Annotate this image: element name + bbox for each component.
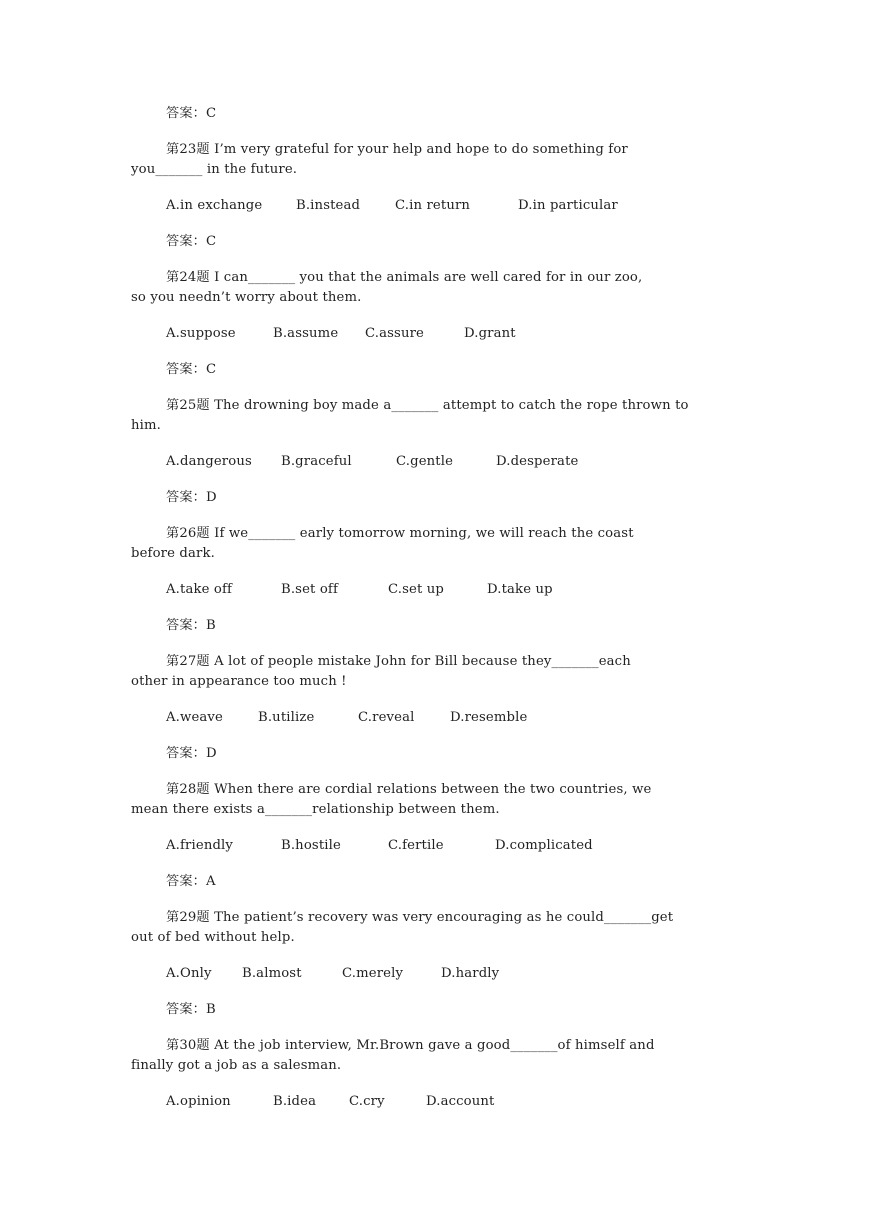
option-b: B.set off bbox=[281, 582, 338, 597]
option-b: B.instead bbox=[296, 198, 361, 213]
question-30-options bbox=[131, 1092, 741, 1112]
question-25 bbox=[131, 396, 741, 436]
question-25-options bbox=[131, 452, 741, 472]
option-b: B.idea bbox=[273, 1094, 317, 1109]
question-24-line-1: 第24题 I can_______ you that the animals are well cared for in our zoo, bbox=[166, 270, 643, 285]
option-a: A.weave bbox=[166, 710, 223, 725]
option-b: B.graceful bbox=[281, 454, 352, 469]
option-d: D.hardly bbox=[441, 966, 500, 981]
option-b: B.assume bbox=[273, 326, 339, 341]
question-26 bbox=[131, 524, 741, 564]
question-26-line-2: before dark. bbox=[131, 546, 215, 561]
option-a: A.dangerous bbox=[166, 454, 252, 469]
question-23-options bbox=[131, 196, 741, 216]
option-a: A.opinion bbox=[166, 1094, 231, 1109]
option-c: C.reveal bbox=[358, 710, 415, 725]
option-d: D.grant bbox=[464, 326, 516, 341]
question-28 bbox=[131, 780, 741, 820]
option-a: A.take off bbox=[166, 582, 233, 597]
question-28-line-2: mean there exists a_______relationship between them. bbox=[131, 802, 500, 817]
option-c: C.set up bbox=[388, 582, 445, 597]
question-25-line-1: 第25题 The drowning boy made a_______ attempt to catch the rope thrown to bbox=[166, 398, 689, 413]
answer-23: 答案：C bbox=[166, 234, 217, 249]
option-c: C.merely bbox=[342, 966, 404, 981]
question-23-line-1: 第23题 I’m very grateful for your help and hope to do something for bbox=[166, 142, 628, 157]
question-23 bbox=[131, 140, 741, 180]
question-28-options bbox=[131, 836, 741, 856]
option-a: A.Only bbox=[166, 966, 212, 981]
question-30 bbox=[131, 1036, 741, 1076]
question-23-line-2: you_______ in the future. bbox=[131, 162, 298, 177]
option-d: D.take up bbox=[487, 582, 553, 597]
option-c: C.cry bbox=[349, 1094, 385, 1109]
question-27 bbox=[131, 652, 741, 692]
question-29 bbox=[131, 908, 741, 948]
question-29-options bbox=[131, 964, 741, 984]
question-27-line-1: 第27题 A lot of people mistake John for Bill because they_______each bbox=[166, 654, 631, 669]
option-d: D.complicated bbox=[495, 838, 593, 853]
option-c: C.in return bbox=[395, 198, 471, 213]
document-body bbox=[131, 104, 741, 1112]
option-c: C.assure bbox=[365, 326, 425, 341]
answer-24: 答案：C bbox=[166, 362, 217, 377]
option-c: C.fertile bbox=[388, 838, 444, 853]
question-24-line-2: so you needn’t worry about them. bbox=[131, 290, 362, 305]
option-a: A.friendly bbox=[166, 838, 234, 853]
option-d: D.account bbox=[426, 1094, 495, 1109]
answer-28: 答案：A bbox=[166, 874, 216, 889]
answer-26: 答案：B bbox=[166, 618, 216, 633]
question-24 bbox=[131, 268, 741, 308]
answer-25: 答案：D bbox=[166, 490, 217, 505]
question-30-line-1: 第30题 At the job interview, Mr.Brown gave a good_______of himself and bbox=[166, 1038, 655, 1053]
answer-27: 答案：D bbox=[166, 746, 217, 761]
question-30-line-2: finally got a job as a salesman. bbox=[131, 1058, 342, 1073]
question-25-line-2: him. bbox=[131, 418, 162, 433]
option-a: A.in exchange bbox=[166, 198, 263, 213]
option-b: B.almost bbox=[242, 966, 302, 981]
question-29-line-1: 第29题 The patient’s recovery was very encouraging as he could_______get bbox=[166, 910, 674, 925]
option-b: B.hostile bbox=[281, 838, 341, 853]
option-c: C.gentle bbox=[396, 454, 454, 469]
option-d: D.desperate bbox=[496, 454, 579, 469]
question-27-line-2: other in appearance too much ! bbox=[131, 674, 347, 689]
answer-29: 答案：B bbox=[166, 1002, 216, 1017]
question-26-options bbox=[131, 580, 741, 600]
answer-22: 答案：C bbox=[166, 106, 217, 121]
option-d: D.in particular bbox=[518, 198, 618, 213]
question-27-options bbox=[131, 708, 741, 728]
question-24-options bbox=[131, 324, 741, 344]
question-28-line-1: 第28题 When there are cordial relations between the two countries, we bbox=[166, 782, 652, 797]
option-d: D.resemble bbox=[450, 710, 528, 725]
question-29-line-2: out of bed without help. bbox=[131, 930, 295, 945]
option-a: A.suppose bbox=[166, 326, 236, 341]
option-b: B.utilize bbox=[258, 710, 315, 725]
question-26-line-1: 第26题 If we_______ early tomorrow morning, we will reach the coast bbox=[166, 526, 634, 541]
